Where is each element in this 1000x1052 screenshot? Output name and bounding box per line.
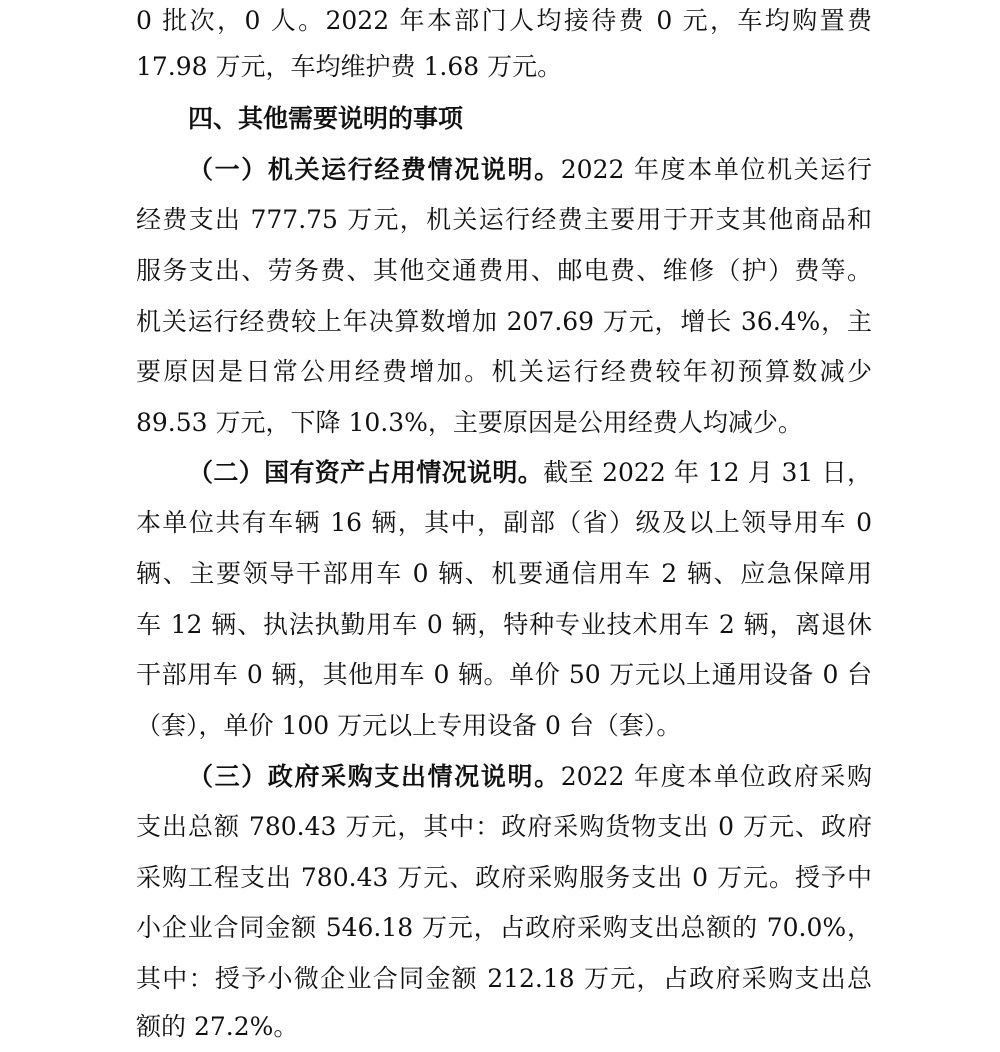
paragraph-3-line-6: 额的 27.2%。 [136, 1012, 299, 1041]
paragraph-1-line-3: 服务支出、劳务费、其他交通费用、邮电费、维修（护）费等。 [136, 256, 872, 285]
paragraph-3-line-5: 其中：授予小微企业合同金额 212.18 万元，占政府采购支出总 [136, 964, 872, 993]
paragraph-3-line-2: 支出总额 780.43 万元，其中：政府采购货物支出 0 万元、政府 [136, 812, 872, 841]
paragraph-1-lead: （一）机关运行经费情况说明。 [188, 155, 561, 184]
paragraph-2-line-6: （套），单价 100 万元以上专用设备 0 台（套）。 [136, 711, 682, 740]
paragraph-3-first-line-rest: 2022 年度本单位政府采购 [560, 762, 872, 791]
paragraph-2-line-5: 干部用车 0 辆，其他用车 0 辆。单价 50 万元以上通用设备 0 台 [136, 660, 872, 689]
intro-line-1: 0 批次，0 人。2022 年本部门人均接待费 0 元，车均购置费 [136, 6, 872, 35]
paragraph-3-line-3: 采购工程支出 780.43 万元、政府采购服务支出 0 万元。授予中 [136, 863, 872, 892]
paragraph-1-line-4: 机关运行经费较上年决算数增加 207.69 万元，增长 36.4%，主 [136, 307, 872, 336]
section-heading: 四、其他需要说明的事项 [188, 104, 464, 133]
paragraph-3-first-line [188, 752, 872, 802]
paragraph-1-first-line-rest: 2022 年度本单位机关运行 [560, 155, 872, 184]
paragraph-2-first-line-rest: 截至 2022 年 12 月 31 日， [543, 458, 872, 487]
paragraph-2-line-2: 本单位共有车辆 16 辆，其中，副部（省）级及以上领导用车 0 [136, 508, 872, 537]
intro-line-2: 17.98 万元，车均维护费 1.68 万元。 [136, 52, 563, 81]
paragraph-3-lead: （三）政府采购支出情况说明。 [188, 762, 561, 791]
paragraph-1-first-line [188, 145, 872, 195]
paragraph-2-line-4: 车 12 辆、执法执勤用车 0 辆，特种专业技术用车 2 辆，离退休 [136, 610, 872, 639]
paragraph-2-lead: （二）国有资产占用情况说明。 [188, 458, 544, 487]
paragraph-3-line-4: 小企业合同金额 546.18 万元，占政府采购支出总额的 70.0%， [136, 913, 872, 942]
paragraph-2-first-line [188, 448, 872, 498]
paragraph-1-line-5: 要原因是日常公用经费增加。机关运行经费较年初预算数减少 [136, 357, 872, 386]
paragraph-2-line-3: 辆、主要领导干部用车 0 辆、机要通信用车 2 辆、应急保障用 [136, 559, 872, 588]
paragraph-1-line-2: 经费支出 777.75 万元，机关运行经费主要用于开支其他商品和 [136, 205, 872, 234]
paragraph-1-line-6: 89.53 万元，下降 10.3%，主要原因是公用经费人均减少。 [136, 408, 803, 437]
